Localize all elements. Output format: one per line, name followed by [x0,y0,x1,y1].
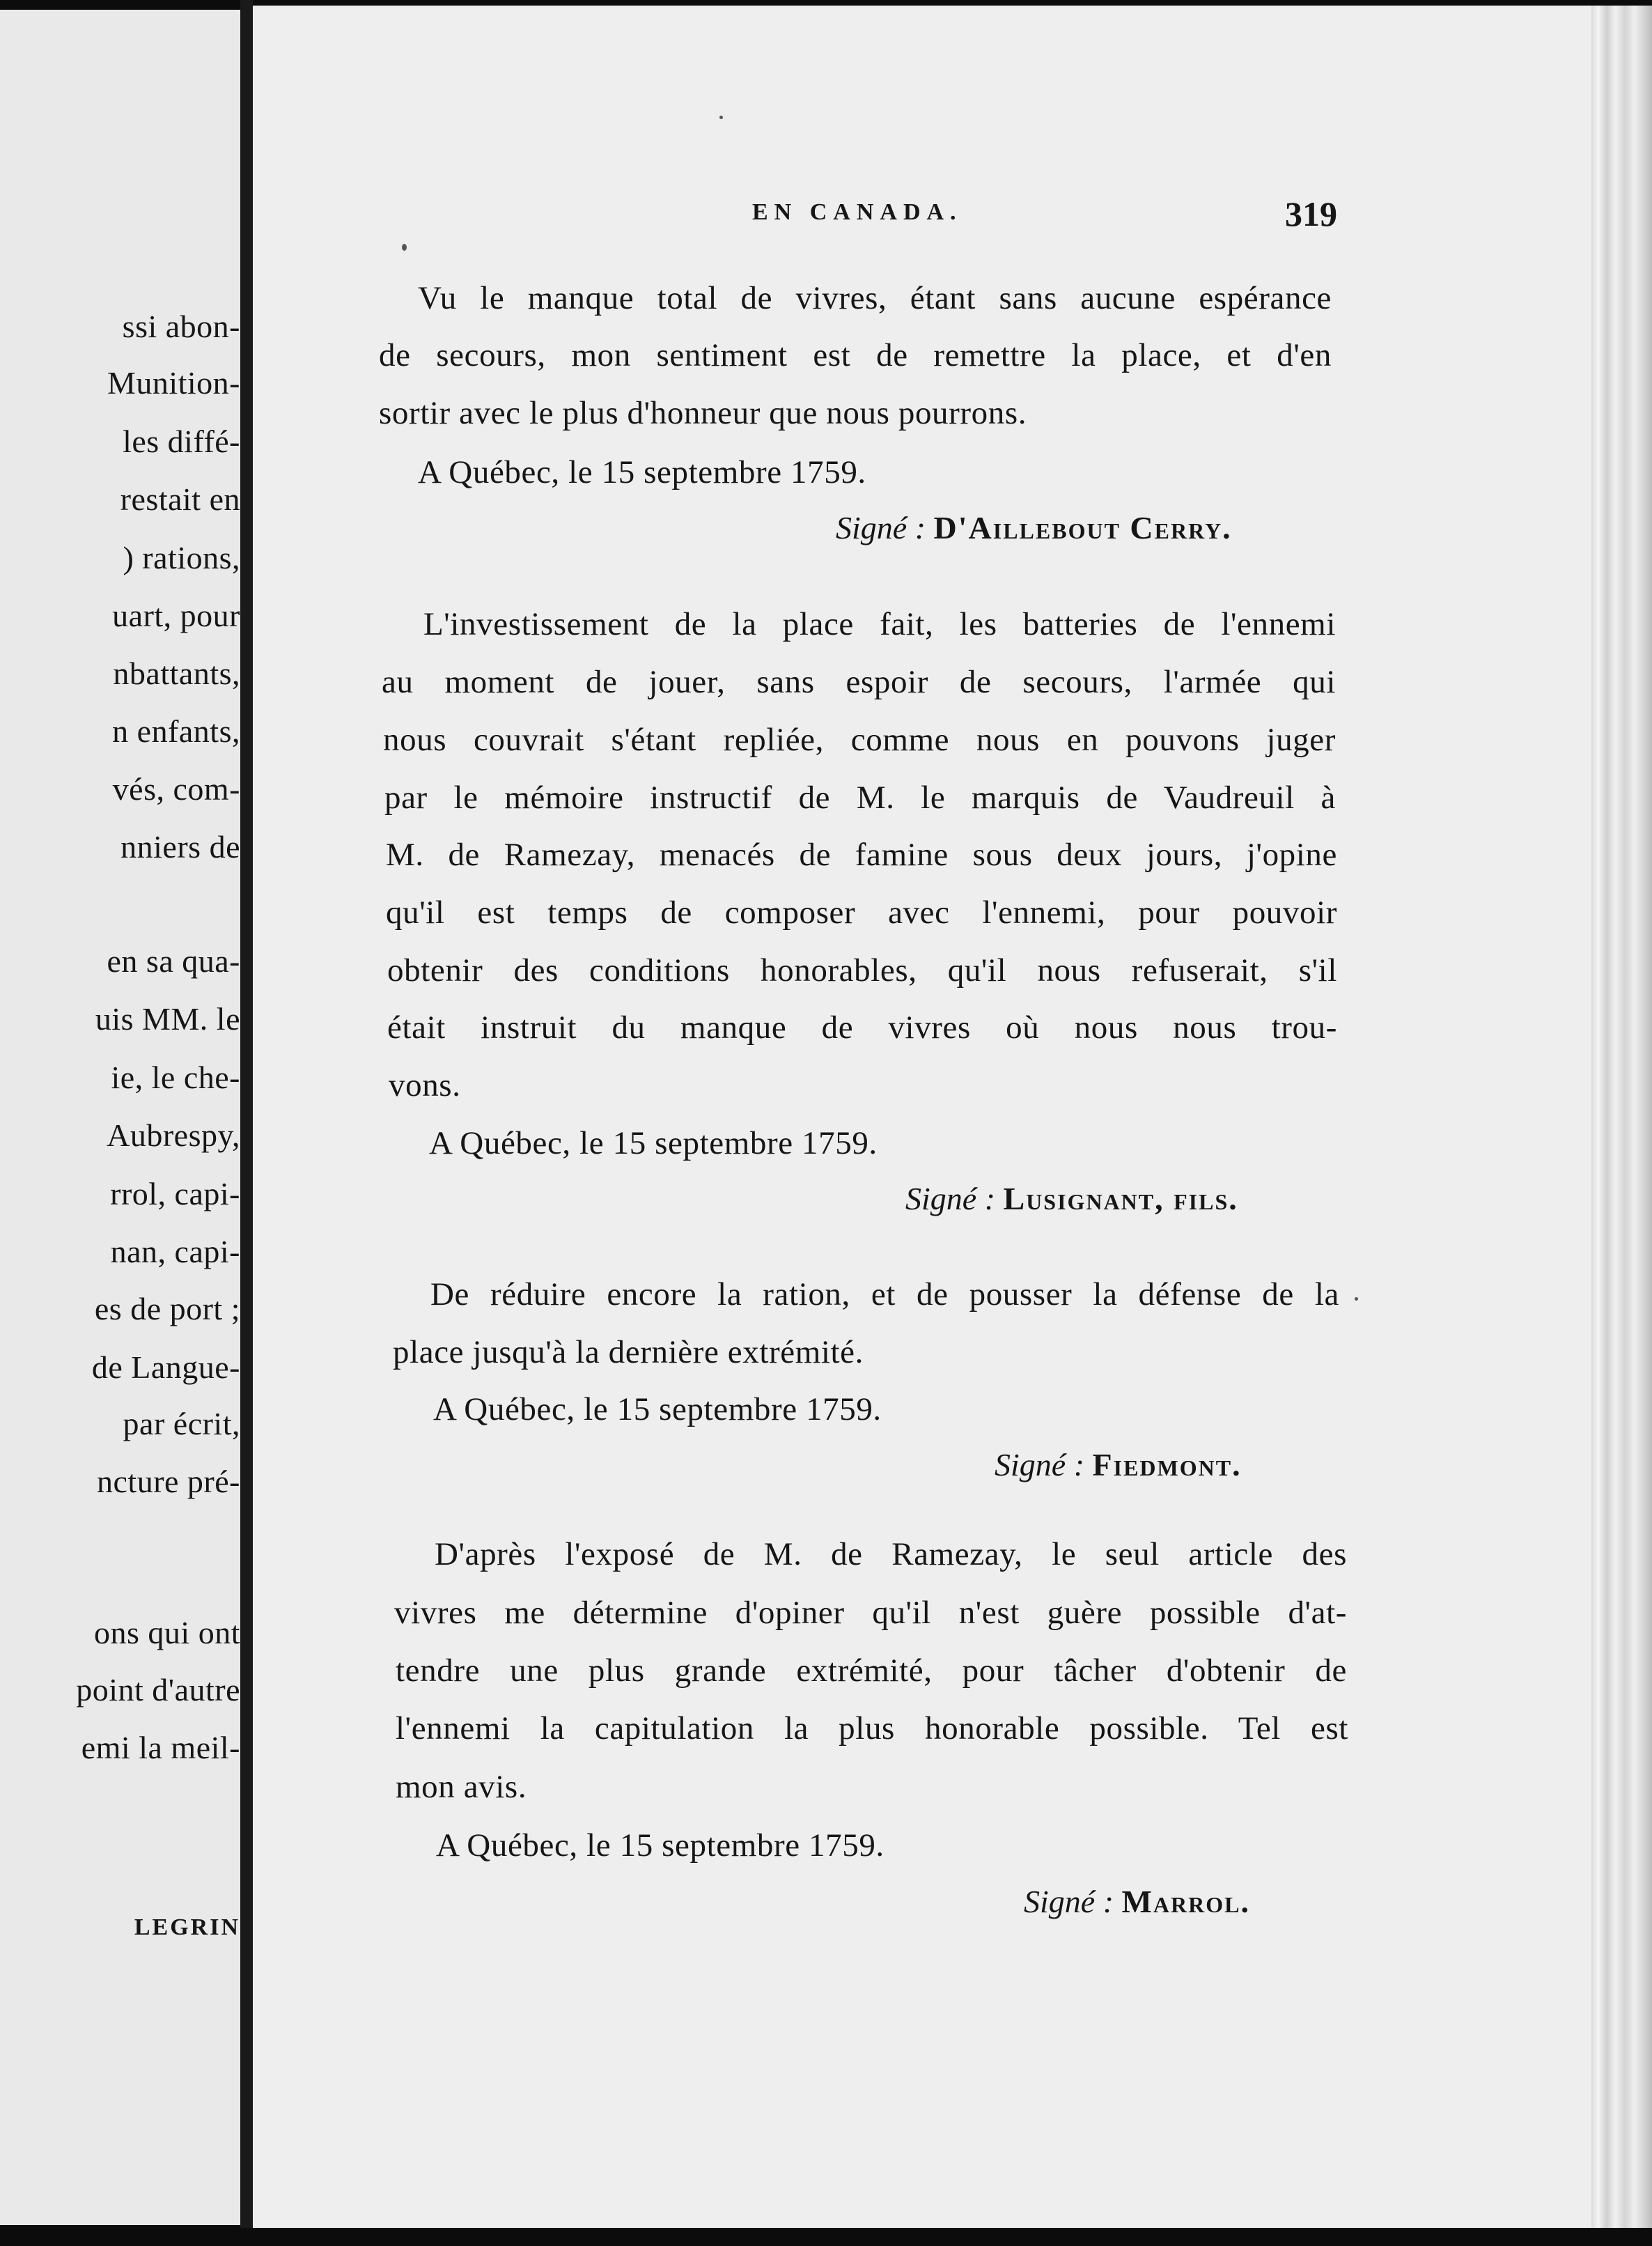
text-line: D'après l'exposé de M. de Ramezay, le seul article des [435,1536,1347,1572]
left-page-line: emi la meil- [81,1730,240,1765]
left-page-line: n enfants, [112,713,240,749]
signature-line [836,512,1232,544]
left-page-line: nniers de [120,829,240,865]
print-speck [402,244,407,251]
left-page-line: les diffé- [123,424,240,459]
text-line: M. de Ramezay, menacés de famine sous deux jours, j'opine [386,837,1337,873]
left-page-fragment [0,10,240,2225]
dateline: A Québec, le 15 septembre 1759. [429,1125,878,1161]
book-gutter [240,0,253,2246]
signatory-name: D'Aillebout Cerry. [933,510,1232,545]
left-page-line: par écrit, [123,1406,240,1441]
left-page-line: ) rations, [123,540,240,575]
dateline: A Québec, le 15 septembre 1759. [436,1827,885,1864]
text-line: De réduire encore la ration, et de pousser la défense de la [430,1276,1339,1312]
text-line: vons. [389,1067,461,1103]
left-page-line: en sa qua- [107,943,240,979]
text-line: était instruit du manque de vivres où nous nous trou- [387,1009,1337,1046]
left-page-line: de Langue- [91,1349,240,1385]
dateline: A Québec, le 15 septembre 1759. [433,1391,882,1427]
text-line: sortir avec le plus d'honneur que nous pourrons. [379,395,1027,431]
text-line: L'investissement de la place fait, les batteries de l'ennemi [423,606,1336,642]
print-speck [719,116,723,119]
left-page-line: ncture pré- [97,1464,240,1499]
signature-line [905,1183,1238,1215]
left-page-line: es de port ; [94,1291,240,1326]
signature-line [1024,1886,1250,1918]
text-line: par le mémoire instructif de M. le marquis de Vaudreuil à [384,780,1336,816]
signed-label: Signé : [836,510,926,545]
text-line: Vu le manque total de vivres, étant sans aucune espérance [418,280,1332,316]
signature-line [995,1449,1242,1481]
text-line: place jusqu'à la dernière extrémité. [393,1334,864,1370]
left-page-line: rrol, capi- [110,1176,240,1211]
left-page-line: Munition- [107,365,240,401]
text-line: l'ennemi la capitulation la plus honorable possible. Tel est [396,1710,1348,1747]
text-line: au moment de jouer, sans espoir de secours, l'armée qui [382,664,1336,700]
left-page-line: point d'autre [76,1672,240,1707]
scan-border [0,2228,1652,2246]
text-line: tendre une plus grande extrémité, pour tâcher d'obtenir de [396,1652,1347,1689]
text-line: qu'il est temps de composer avec l'ennemi, pour pouvoir [386,894,1337,931]
left-page-line: uart, pour [112,598,240,633]
signatory-name: Marrol. [1121,1884,1250,1919]
left-page-line: uis MM. le [95,1001,240,1037]
print-speck [1355,1297,1358,1301]
text-line: de secours, mon sentiment est de remettre la place, et d'en [379,337,1332,373]
signed-label: Signé : [1024,1884,1114,1919]
dateline: A Québec, le 15 septembre 1759. [418,454,866,490]
signatory-name: Lusignant, fils. [1003,1181,1238,1216]
left-page-line: vés, com- [112,771,240,807]
left-page-signature: LEGRIN [134,1914,240,1940]
signed-label: Signé : [905,1181,996,1216]
text-line: nous couvrait s'étant repliée, comme nous en pouvons juger [383,722,1336,758]
left-page-line: ons qui ont [94,1615,240,1650]
page-header [494,194,1337,235]
left-page-line: Aubrespy, [107,1117,240,1153]
page-number: 319 [1285,194,1337,233]
running-head: EN CANADA. [752,199,963,225]
left-page-line: ssi abon- [122,309,240,344]
left-page-line: ie, le che- [111,1060,240,1095]
text-line: obtenir des conditions honorables, qu'il nous refuserait, s'il [387,952,1337,989]
left-page-line: restait en [120,481,240,517]
signatory-name: Fiedmont. [1092,1447,1242,1482]
text-line: vivres me détermine d'opiner qu'il n'est guère possible d'at- [394,1595,1347,1631]
left-page-line: nbattants, [113,656,240,691]
signed-label: Signé : [995,1447,1085,1482]
page-edge [1591,6,1652,2228]
left-page-line: nan, capi- [110,1234,240,1269]
text-line: mon avis. [396,1769,527,1805]
